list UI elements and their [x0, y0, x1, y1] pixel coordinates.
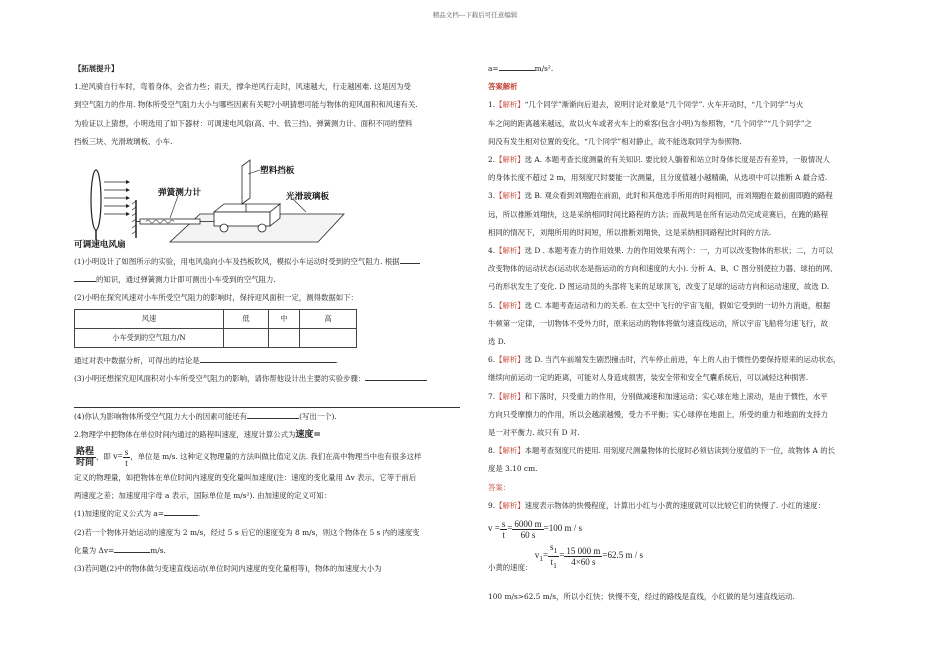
item-3-line-1: 3.【解析】选 B. 观众看到刘翔跑在前面，此时和其他选手所用的时间相同，而刘翔跑在最前面即跑的路程	[488, 191, 833, 201]
q1-intro-line-3: 为验证以上猜想，小明选用了如下器材：可调速电风扇(高、中、低三挡)、弹簧测力计、面积不同的塑料	[74, 118, 413, 128]
q1-sub1-line-2: 的知识，通过弹簧测力计即可测出小车受到的空气阻力.	[74, 271, 462, 289]
q1-intro-line-4: 挡板三块、光滑玻璃板、小车.	[74, 136, 173, 146]
item-5-line-1: 5.【解析】选 C. 本题考查运动和力的关系. 在太空中飞行的宇宙飞船，假如它受到的一切外力消逝，根据	[488, 300, 831, 310]
v-fraction: $\frac{s}{t}$	[124, 446, 129, 468]
answer-title: 答案解析	[488, 82, 518, 92]
label-spring-scale: 弹簧测力计	[158, 188, 201, 199]
item-3-line-3: 相同的情况下，刘翔所用的时间短，所以推断刘翔快，这是采纳相同路程比时间的方法.	[488, 227, 772, 237]
q2-sub2-line-2: 化量为 Δv= m/s.	[74, 545, 166, 555]
label-fan: 可调速电风扇	[74, 240, 126, 251]
q2-rest-line-3: 两速度之差；加速度用字母 a 表示，国际单位是 m/s²). 由加速度的定义可知：	[74, 491, 332, 501]
item-7-line-2: 方向只受摩擦力的作用，所以会越滚越慢，受力不平衡；实心球停在地面上，所受的重力和地面的支持力	[488, 409, 828, 419]
item-7-line-1: 7.【解析】和下落时，只受重力的作用，分别做减速和加速运动；实心球在地上滚动，是由于惯性，水平	[488, 391, 828, 401]
label-plastic-board: 塑料挡板	[260, 166, 295, 177]
item-2-line-2: 的身体长度不超过 2 m，用刻度尺时要能一次测量，且分度值越小越精确，从选项中可以推断 A 最合适.	[488, 173, 828, 183]
speed-fraction: $\frac{\text{路程}}{\text{时间}}$	[76, 446, 95, 468]
item-8-line-2: 度是 3.10 cm.	[488, 464, 538, 474]
table-header-mid: 中	[269, 309, 300, 328]
q2-sub2-line-1: (2)若一个物体开始运动的速度为 2 m/s，经过 5 s 后它的速度变为 8 m/s，则这个物体在 5 s 内的速度变	[74, 527, 420, 537]
item-3-line-2: 远，所以推断刘翔快，这是采纳相同时间比路程的方法；而裁判是在所有运动员完成竞赛后，在跑的路程	[488, 209, 828, 219]
page-header: 精品文档---下载后可任意编辑	[432, 11, 518, 19]
item-4-line-1: 4.【解析】选 D . 本题考查力的作用效果. 力的作用效果有两个：一，力可以改变物体的形状；二，力可以	[488, 246, 833, 256]
equation-2: 小黄的速度： $v_1=$ $\frac{s_1}{t_1}$ = $\frac{15 000 m}{4\times 60 s}$ =62.5 m / s	[488, 541, 643, 573]
q2-sub1: (1)加速度的定义公式为 a= .	[74, 509, 201, 519]
q2-formula-line: $\frac{\text{路程}}{\text{时间}}$ ，即 v= $\frac{s}{t}$ ，单位是 m/s. 这种定义物理量的方法叫做比值定义法. 我们在高中物理当中也有很多这样	[76, 446, 422, 468]
q1-sub2: (2)小明在探究风速对小车所受空气阻力的影响时，保持迎风面积一定，测得数据如下：	[74, 293, 358, 303]
q2-rest-line-2: 定义的物理量，如把物体在单位时间内速度的变化量叫加速度(注：速度的变化量用 Δv 表示，它等于前后	[74, 473, 417, 483]
q1-intro-line-2: 到空气阻力的作用. 物体所受空气阻力大小与哪些因素有关呢?小明猜想可能与物体的迎风面积和风速有关.	[74, 100, 418, 110]
cart-wheel	[258, 224, 266, 232]
q1-sub1-line-1: (1)小明设计了如图所示的实验，用电风扇向小车及挡板吹风，模拟小车运动时受到的空气阻力. 根据	[74, 253, 462, 271]
item-6-line-2: 继续向前运动一定的距离，可能对人身造成损害，装安全带和安全气囊系统后，可以减轻这种损害.	[488, 373, 809, 383]
a-answer-line: a= m/s².	[488, 64, 554, 73]
experiment-figure	[74, 154, 374, 250]
item-5-line-3: 选 D.	[488, 337, 506, 347]
item-7-line-3: 是一对平衡力. 故只有 D 对.	[488, 428, 580, 438]
wind-arrows	[104, 182, 126, 214]
item-1-line-3: 间没有发生相对位置的变化，“几个同学”相对静止，故不能选取同学为参照物.	[488, 136, 742, 146]
answer-label: 答案：	[488, 482, 511, 492]
label-glass-board: 光滑玻璃板	[286, 192, 329, 203]
table-header-low: 低	[224, 309, 269, 328]
q1-sub3: (3)小明还想探究迎风面积对小车所受空气阻力的影响，请你帮他设计出主要的实验步骤：	[74, 370, 462, 388]
table-header-high: 高	[300, 309, 357, 328]
q1-sub2b: 通过对表中数据分析，可得出的结论是 .	[74, 356, 339, 366]
eq1-value-fraction: $\frac{6000 m}{60 s}$	[514, 518, 542, 540]
item-2-line-1: 2.【解析】选 A. 本题考查长度测量的有关知识. 要比较人躺着和站立时身体长度是否有差异，一般情况人	[488, 155, 830, 165]
table-cell	[224, 328, 269, 347]
item-9-conclusion: 100 m/s>62.5 m/s，所以小红快；快慢不变，经过的路线是直线，小红做的是匀速直线运动.	[488, 592, 795, 602]
q2-sub3: (3)若问题(2)中的物体做匀变速直线运动(单位时间内速度的变化量相等)，物体的加速度大小为	[74, 564, 382, 574]
left-column	[74, 60, 462, 578]
fan-blade-shape	[91, 170, 101, 230]
table-cell	[269, 328, 300, 347]
section-title: 【拓展提升】	[74, 64, 119, 73]
item-9-line-1: 9.【解析】速度表示物体的快慢程度，计算出小红与小黄的速度就可以比较它们的快慢了. 小红的速度：	[488, 500, 825, 510]
cart-top	[214, 204, 280, 212]
eq2-value-fraction: $\frac{15 000 m}{4\times 60 s}$	[566, 545, 601, 567]
item-5-line-2: 牛顿第一定律，一切物体不受外力时，原来运动的物体将做匀速直线运动，所以宇宙飞船将匀速飞行，故	[488, 318, 828, 328]
item-8-line-1: 8.【解析】本题考查刻度尺的使用. 用刻度尺测量物体的长度时必须估读到分度值的下一位，故物体 A 的长	[488, 446, 836, 456]
item-1-line-1: 1.【解析】“几个同学”渐渐向后退去，说明讨论对象是“几个同学”. 火车开动时，“几个同学”与火	[488, 100, 804, 110]
wind-data-table	[74, 309, 357, 348]
plastic-board-shape	[242, 160, 250, 204]
q1-sub3-blank	[74, 388, 462, 407]
right-column	[488, 60, 880, 606]
item-1-line-2: 车之间的距离越来越远，故以火车或者火车上的乘客(包含小明)为参照物，“几个同学”“几个同学”之	[488, 118, 812, 128]
item-4-line-2: 改变物体的运动状态(运动状态是指运动的方向和速度的大小). 分析 A、B、C 图分别使拉力器、球拍的网、	[488, 264, 838, 274]
table-header-wind: 风速	[75, 309, 224, 328]
q1-intro-line-1: 1.逆风骑自行车时，弯着身体，会省力些；雨天，撑伞逆风行走时，风速越大，行走越困难. 这是因为受	[74, 82, 411, 92]
cart-wheel	[220, 224, 228, 232]
table-row-label: 小车受到的空气阻力/N	[75, 328, 224, 347]
eq1-s-over-t: $\frac{s}{t}$	[501, 518, 506, 540]
q2-intro: 2.物理学中把物体在单位时间内通过的路程叫速度，速度计算公式为速度=	[74, 429, 321, 440]
q1-sub4: (4)你认为影响物体所受空气阻力大小的因素可能还有 (写出一个).	[74, 411, 337, 421]
item-4-line-3: 弓的形状发生了变化. D 图运动员的头部将飞来的足球顶飞，改变了足球的运动方向和运动速度，故选 D.	[488, 282, 830, 292]
item-6-line-1: 6.【解析】选 D. 当汽车前端发生剧烈撞击时，汽车停止前进，车上的人由于惯性仍要保持原来的运动状态，	[488, 355, 841, 365]
table-cell	[300, 328, 357, 347]
equation-1: v = $\frac{s}{t}$ = $\frac{6000 m}{60 s}$ =100 m / s	[488, 518, 583, 540]
